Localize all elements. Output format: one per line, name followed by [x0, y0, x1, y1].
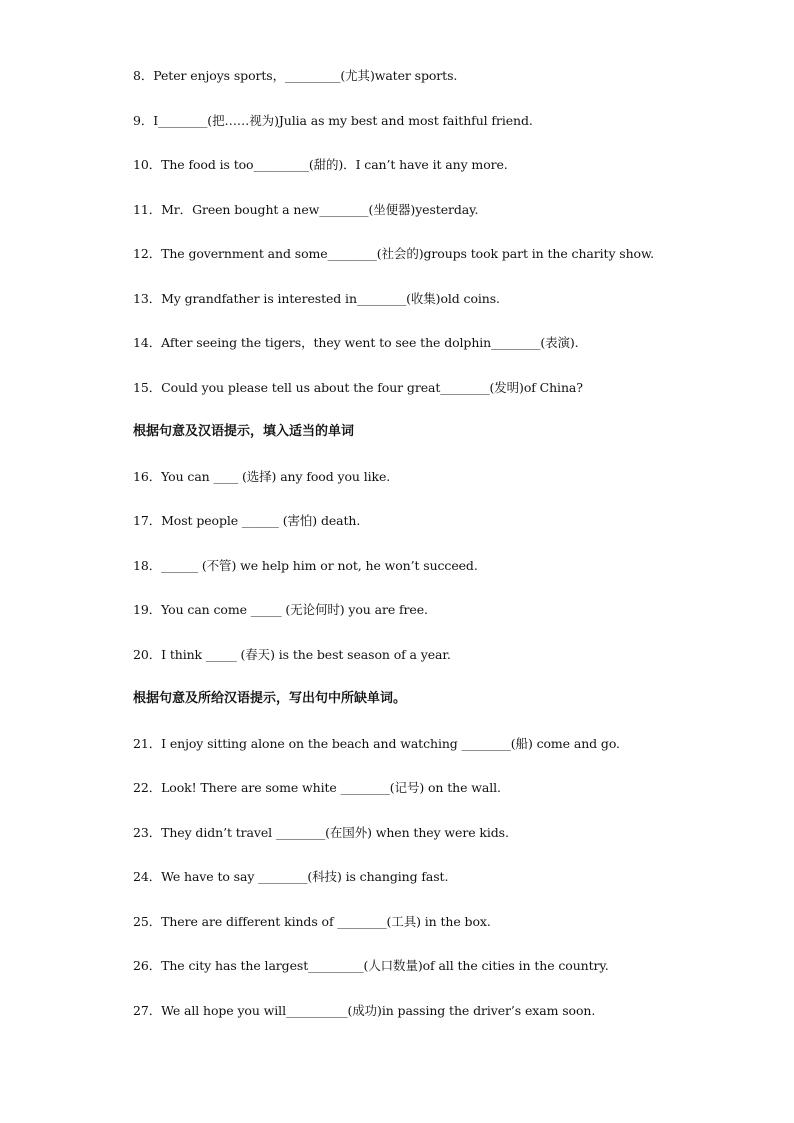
question-19: 19．You can come _____ (无论何时) you are free. [133, 602, 428, 617]
question-27: 27．We all hope you will__________(成功)in passing the driver’s exam soon. [133, 1003, 596, 1018]
question-13: 13．My grandfather is interested in________(收集)old coins. [133, 291, 500, 306]
question-9: 9．I________(把……视为)Julia as my best and most faithful friend. [133, 113, 533, 128]
question-20: 20．I think _____ (春天) is the best season of a year. [133, 647, 451, 662]
section-c-heading: 根据句意及所给汉语提示，写出句中所缺单词。 [133, 691, 407, 706]
question-25: 25．There are different kinds of ________(工具) in the box. [133, 914, 491, 929]
question-26: 26．The city has the largest_________(人口数量)of all the cities in the country. [133, 958, 609, 973]
section-b-heading: 根据句意及汉语提示，填入适当的单词 [133, 424, 355, 439]
question-8: 8．Peter enjoys sports，_________(尤其)water sports. [133, 68, 458, 83]
question-18: 18．______ (不管) we help him or not, he won’t succeed. [133, 558, 478, 573]
question-14: 14．After seeing the tigers，they went to see the dolphin________(表演). [133, 335, 579, 350]
question-10: 10．The food is too_________(甜的)．I can’t have it any more. [133, 157, 508, 172]
question-24: 24．We have to say ________(科技) is changing fast. [133, 869, 449, 884]
question-12: 12．The government and some________(社会的)groups took part in the charity show. [133, 246, 654, 261]
question-16: 16．You can ____ (选择) any food you like. [133, 469, 391, 484]
question-21: 21．I enjoy sitting alone on the beach and watching ________(船) come and go. [133, 736, 620, 751]
question-17: 17．Most people ______ (害怕) death. [133, 513, 361, 528]
question-11: 11．Mr．Green bought a new________(坐便器)yesterday. [133, 202, 479, 217]
question-23: 23．They didn’t travel ________(在国外) when they were kids. [133, 825, 509, 840]
question-22: 22．Look! There are some white ________(记号) on the wall. [133, 780, 501, 795]
question-15: 15．Could you please tell us about the four great________(发明)of China? [133, 380, 583, 395]
